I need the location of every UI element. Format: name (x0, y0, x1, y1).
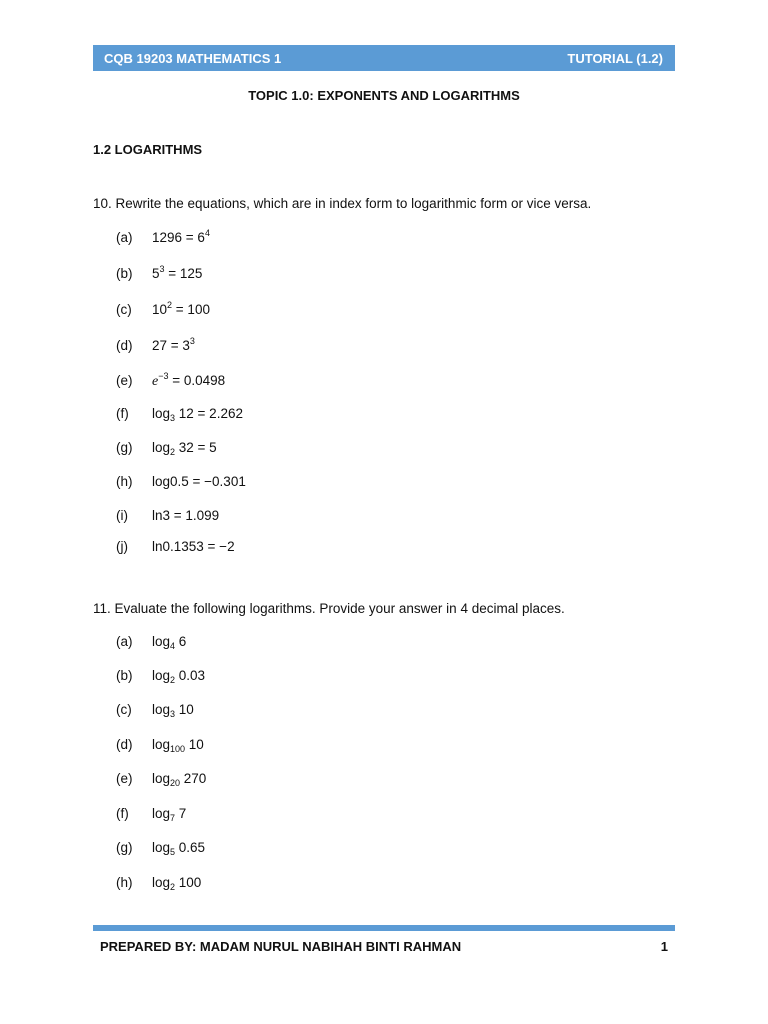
item-label: (f) (116, 806, 129, 821)
logarithm: $\log_2 100$ (152, 875, 202, 892)
item-label: (a) (116, 634, 133, 649)
item-label: (j) (116, 539, 128, 554)
equation: $1296 = 6^4$ (152, 228, 210, 245)
logarithm: $\log_4 6$ (152, 634, 187, 651)
item-label: (g) (116, 440, 133, 455)
item-label: (b) (116, 668, 133, 683)
item-label: (a) (116, 230, 133, 245)
item-label: (f) (116, 406, 129, 421)
course-title: CQB 19203 MATHEMATICS 1 (104, 50, 282, 66)
logarithm: $\log_7 7$ (152, 806, 187, 823)
item-label: (e) (116, 771, 133, 786)
prepared-by: PREPARED BY: MADAM NURUL NABIHAH BINTI RAHMAN (100, 939, 462, 954)
item-label: (g) (116, 840, 133, 855)
q10-item-d (116, 338, 195, 353)
equation: $e^{-3} = 0.0498$ (152, 371, 226, 389)
q11-item-f (116, 806, 186, 821)
q10-item-b (116, 266, 202, 281)
logarithm: $\log_{20} 270$ (152, 771, 207, 788)
q10-item-e (116, 373, 225, 390)
q10-item-h (116, 474, 246, 489)
q11-item-b (116, 668, 205, 683)
logarithm: $\log_3 10$ (152, 702, 194, 719)
q10-item-g (116, 440, 217, 455)
topic-title: TOPIC 1.0: EXPONENTS AND LOGARITHMS (248, 88, 520, 103)
item-label: (i) (116, 508, 128, 523)
equation: $27 = 3^3$ (152, 336, 195, 353)
item-label: (h) (116, 474, 133, 489)
item-label: (c) (116, 702, 132, 717)
item-label: (d) (116, 338, 133, 353)
item-label: (h) (116, 875, 133, 890)
q10-item-c (116, 302, 210, 317)
equation: log0.5 = −0.301 (152, 474, 246, 489)
equation: $\log_3 12 = 2.262$ (152, 406, 243, 423)
equation: $5^3 = 125$ (152, 264, 203, 281)
equation: $\log_2 32 = 5$ (152, 440, 217, 457)
footer-rule (93, 925, 675, 931)
q10-item-a (116, 230, 210, 245)
equation: $10^2 = 100$ (152, 300, 210, 317)
logarithm: $\log_5 0.65$ (152, 840, 206, 857)
tutorial-label: TUTORIAL (1.2) (567, 50, 663, 66)
item-label: (d) (116, 737, 133, 752)
q11-item-e (116, 771, 206, 786)
question-10-prompt: 10. Rewrite the equations, which are in index form to logarithmic form or vice versa. (93, 196, 592, 211)
logarithm: $\log_{100} 10$ (152, 737, 204, 754)
section-title: 1.2 LOGARITHMS (93, 142, 203, 157)
q10-item-j (116, 539, 235, 554)
q11-item-a (116, 634, 186, 649)
question-11-prompt: 11. Evaluate the following logarithms. Provide your answer in 4 decimal places. (93, 601, 565, 616)
header-band (93, 45, 675, 71)
q10-item-i (116, 508, 219, 523)
q11-item-h (116, 875, 201, 890)
page-number: 1 (660, 939, 668, 954)
item-label: (e) (116, 373, 133, 388)
item-label: (b) (116, 266, 133, 281)
equation: ln0.1353 = −2 (152, 539, 235, 554)
item-label: (c) (116, 302, 132, 317)
footer (100, 939, 668, 954)
q10-item-f (116, 406, 243, 421)
q11-item-g (116, 840, 205, 855)
equation: ln3 = 1.099 (152, 508, 220, 523)
q11-item-c (116, 702, 194, 717)
logarithm: $\log_2 0.03$ (152, 668, 206, 685)
q11-item-d (116, 737, 204, 752)
